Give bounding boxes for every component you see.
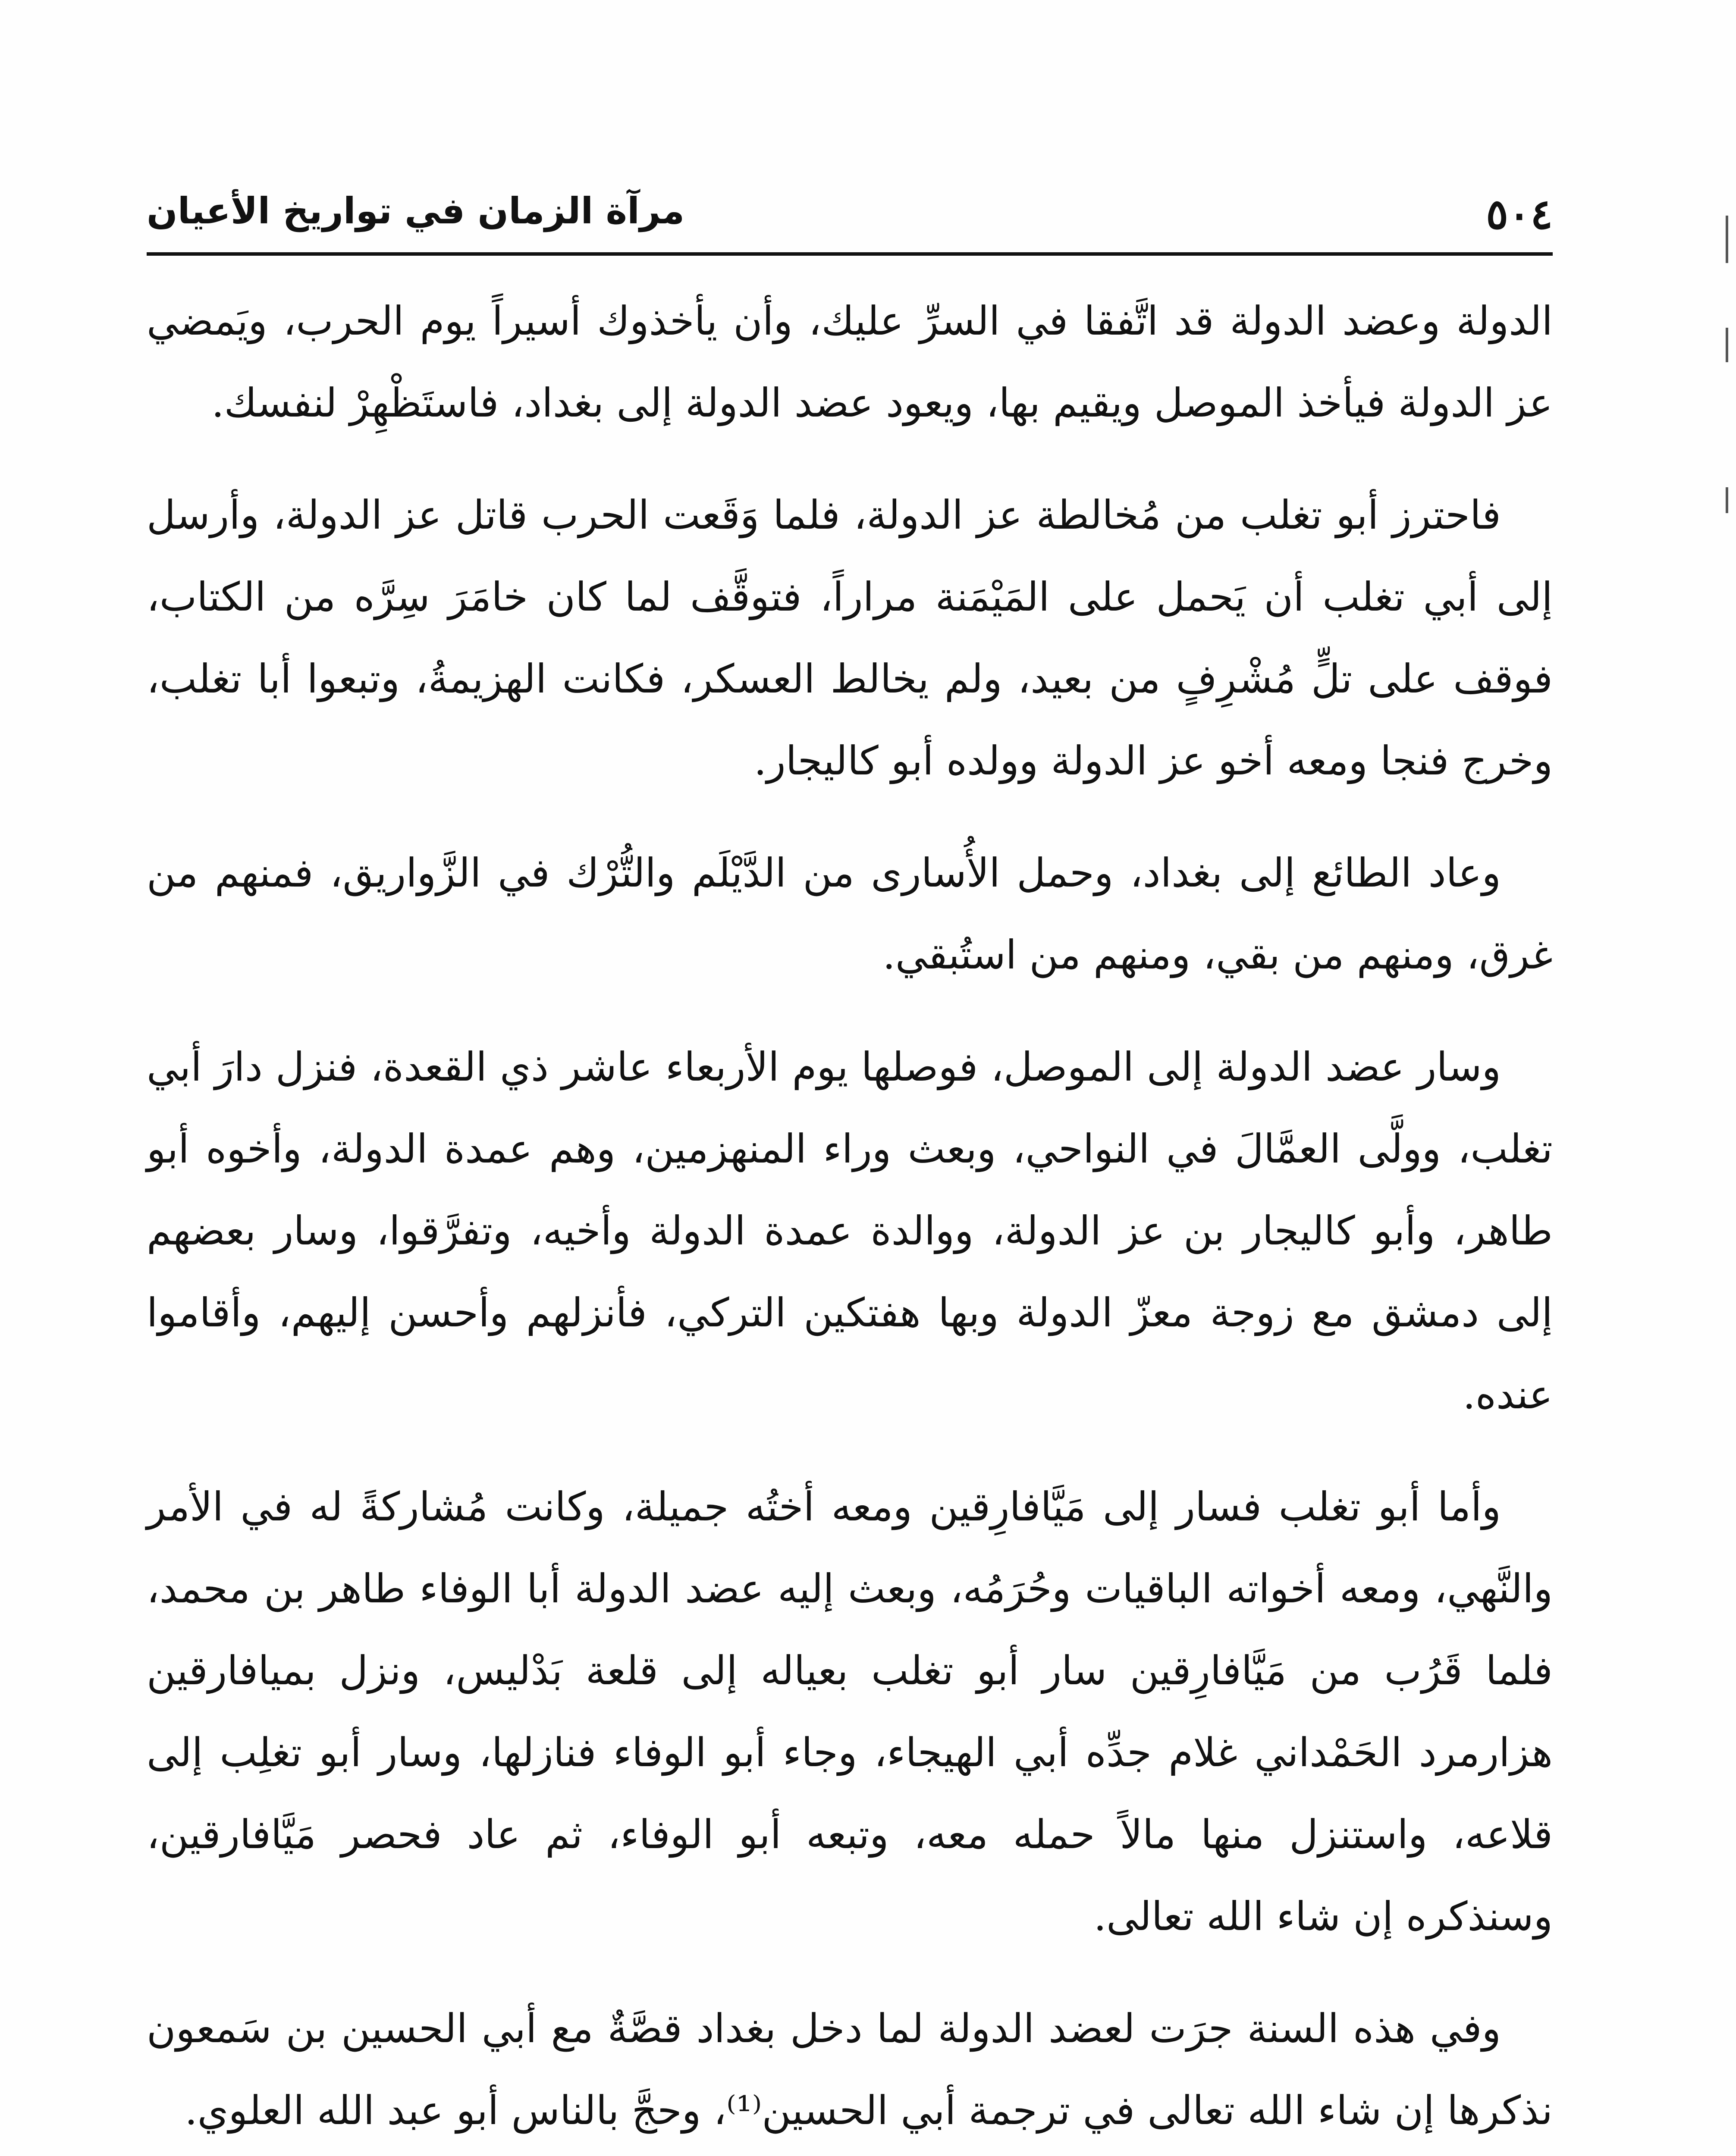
running-title: مرآة الزمان في تواريخ الأعيان xyxy=(147,190,685,232)
main-text xyxy=(147,280,1553,2156)
page-number: ٥٠٤ xyxy=(1486,190,1553,238)
header-divider xyxy=(147,252,1553,256)
scan-edge-mark xyxy=(1726,328,1728,362)
paragraph: الدولة وعضد الدولة قد اتَّفقا في السرِّ عليك، وأن يأخذوك أسيراً يوم الحرب، ويَمضي عز الدولة فيأخذ الموصل ويقيم بها، ويعود عضد الدولة إلى بغداد، فاستَظْهِرْ لنفسك. xyxy=(147,298,1553,426)
paragraph: وأما أبو تغلب فسار إلى مَيَّافارِقين ومعه أختُه جميلة، وكانت مُشاركةً له في الأمر والنَّهي، ومعه أخواته الباقيات وحُرَمُه، وبعث إليه عضد الدولة أبا الوفاء طاهر بن محمد، فلما قَرُب من مَيَّافارِقين سار أبو تغلب بعياله إلى قلعة بَدْليس، ونزل بميافارقين هزارمرد الحَمْداني غلام جدِّه أبي الهيجاء، وجاء أبو الوفاء فنازلها، وسار أبو تغلِب إلى قلاعه، واستنزل منها مالاً حمله معه، وتبعه أبو الوفاء، ثم عاد فحصر مَيَّافارقين، وسنذكره إن شاء الله تعالى. xyxy=(147,1484,1553,1940)
paragraph: فاحترز أبو تغلب من مُخالطة عز الدولة، فلما وَقَعت الحرب قاتل عز الدولة، وأرسل إلى أبي تغلب أن يَحمل على المَيْمَنة مراراً، فتوقَّف لما كان خامَرَ سِرَّه من الكتاب، فوقف على تلٍّ مُشْرِفٍ من بعيد، ولم يخالط العسكر، فكانت الهزيمةُ، وتبعوا أبا تغلب، وخرج فنجا ومعه أخو عز الدولة وولده أبو كاليجار. xyxy=(147,492,1553,784)
paragraph: وعاد الطائع إلى بغداد، وحمل الأُسارى من الدَّيْلَم والتُّرْك في الزَّواريق، فمنهم من غرق، ومنهم من بقي، ومنهم من استُبقي. xyxy=(147,850,1553,978)
scan-edge-mark xyxy=(1726,216,1728,263)
paragraph: وسار عضد الدولة إلى الموصل، فوصلها يوم الأربعاء عاشر ذي القعدة، فنزل دارَ أبي تغلب، وولَّى العمَّالَ في النواحي، وبعث وراء المنهزمين، وهم عمدة الدولة، وأخوه أبو طاهر، وأبو كاليجار بن عز الدولة، ووالدة عمدة الدولة وأخيه، وتفرَّقوا، وسار بعضهم إلى دمشق مع زوجة معزّ الدولة وبها هفتكين التركي، فأنزلهم وأحسن إليهم، وأقاموا عنده. xyxy=(147,1044,1553,1418)
scan-edge-mark xyxy=(1726,487,1728,513)
paragraph: وفي هذه السنة جرَت لعضد الدولة لما دخل بغداد قصَّةٌ مع أبي الحسين بن سَمعون نذكرها إن شاء الله تعالى في ترجمة أبي الحسين⁽¹⁾، وحجَّ بالناس أبو عبد الله العلوي. xyxy=(147,2006,1553,2134)
page-header xyxy=(147,181,1553,246)
